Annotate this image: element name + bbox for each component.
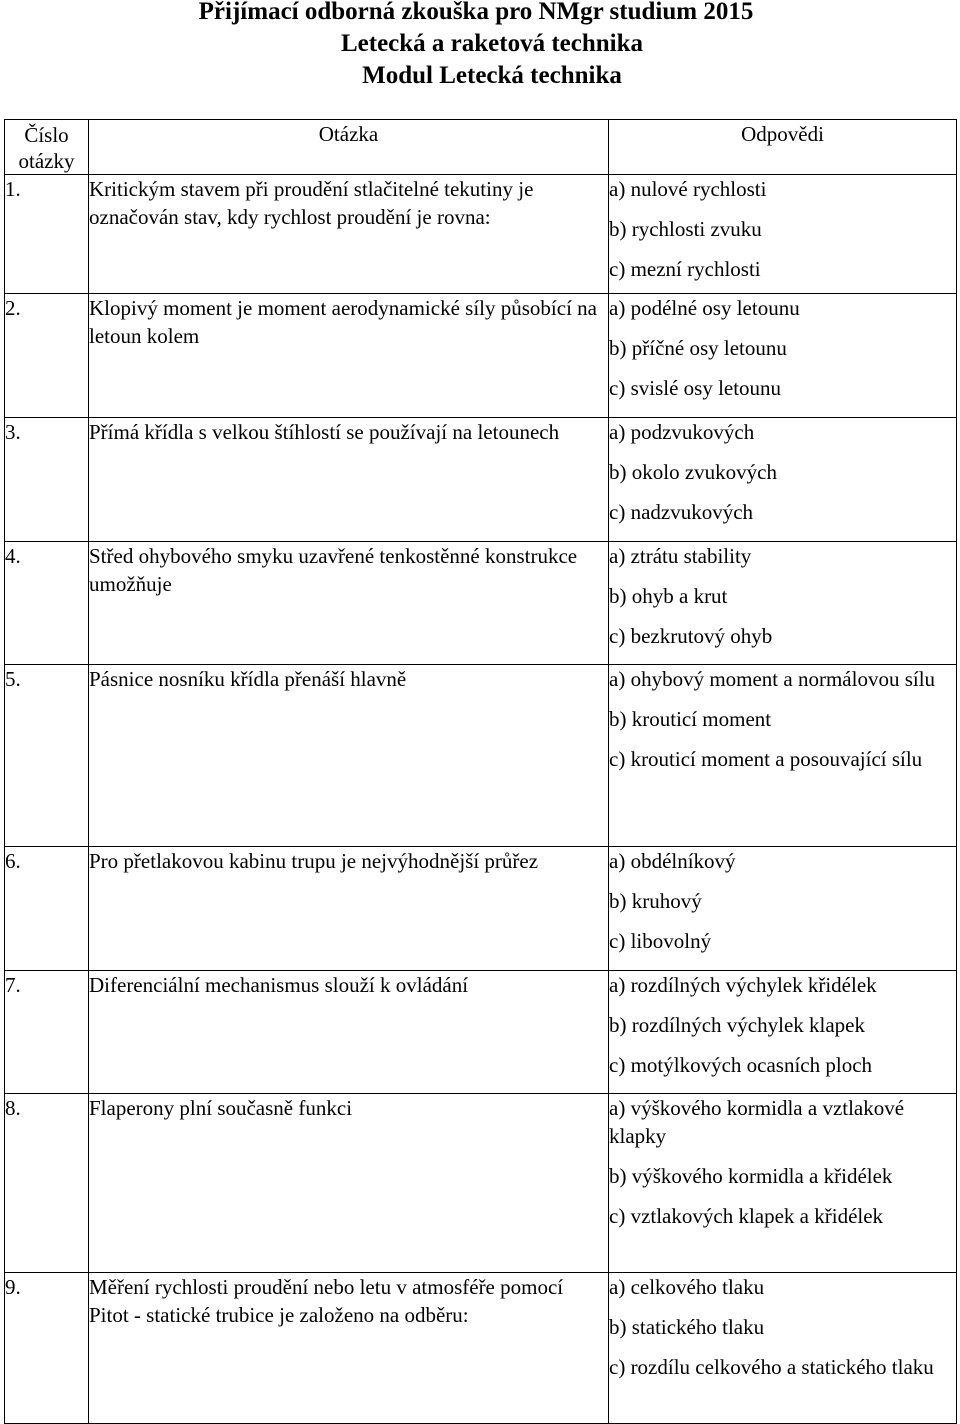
question-number-text: 8. bbox=[5, 1096, 21, 1120]
question-number bbox=[5, 665, 89, 847]
question-number-text: 1. bbox=[5, 177, 21, 201]
question-number bbox=[5, 1094, 89, 1273]
answer-option: c) svislé osy letounu bbox=[609, 376, 782, 400]
question-text-cell bbox=[89, 418, 609, 542]
title-line-2: Letecká a raketová technika bbox=[340, 30, 644, 57]
table-header-row bbox=[5, 120, 957, 175]
question-number bbox=[5, 542, 89, 665]
header-answers: Odpovědi bbox=[609, 120, 957, 175]
table-row bbox=[5, 542, 957, 665]
answer-option: c) rozdílu celkového a statického tlaku bbox=[609, 1355, 934, 1379]
answer-option: b) příčné osy letounu bbox=[609, 336, 787, 360]
answer-option: c) krouticí moment a posouvající sílu bbox=[609, 747, 923, 771]
table-row bbox=[5, 1094, 957, 1273]
question-number-text: 7. bbox=[5, 973, 21, 997]
answers-cell bbox=[609, 1094, 957, 1273]
question-number-text: 3. bbox=[5, 420, 21, 444]
answers-cell bbox=[609, 542, 957, 665]
question-number bbox=[5, 294, 89, 418]
header-number: Číslo otázky bbox=[5, 120, 89, 175]
question-text-cell bbox=[89, 847, 609, 971]
question-text: Pro přetlakovou kabinu trupu je nejvýhodnější průřez bbox=[89, 849, 539, 873]
question-number bbox=[5, 971, 89, 1094]
answers-cell bbox=[609, 418, 957, 542]
answer-option: a) rozdílných výchylek křidélek bbox=[609, 973, 877, 997]
table-row bbox=[5, 418, 957, 542]
table-row bbox=[5, 971, 957, 1094]
answers-cell bbox=[609, 665, 957, 847]
table-row bbox=[5, 847, 957, 971]
title-line-1: Přijímací odborná zkouška pro NMgr studium 2015 bbox=[198, 0, 754, 25]
question-text: Kritickým stavem při proudění stlačitelné tekutiny je označován stav, kdy rychlost proudění je rovna: bbox=[89, 177, 534, 229]
question-text-cell bbox=[89, 542, 609, 665]
question-number bbox=[5, 1273, 89, 1424]
table-row bbox=[5, 665, 957, 847]
answers-cell bbox=[609, 847, 957, 971]
table-row bbox=[5, 175, 957, 294]
question-text: Střed ohybového smyku uzavřené tenkostěnné konstrukce umožňuje bbox=[89, 544, 578, 596]
question-text-cell bbox=[89, 1094, 609, 1273]
question-text-cell bbox=[89, 971, 609, 1094]
question-text-cell bbox=[89, 665, 609, 847]
question-text: Diferenciální mechanismus slouží k ovládání bbox=[89, 973, 469, 997]
answers-cell bbox=[609, 971, 957, 1094]
question-number-text: 5. bbox=[5, 667, 21, 691]
answer-option: c) bezkrutový ohyb bbox=[609, 624, 773, 648]
questions-body bbox=[5, 175, 957, 1424]
answers-cell bbox=[609, 294, 957, 418]
table-row bbox=[5, 1273, 957, 1424]
answer-option: b) ohyb a krut bbox=[609, 584, 728, 608]
question-text-cell bbox=[89, 1273, 609, 1424]
answer-option: b) krouticí moment bbox=[609, 707, 772, 731]
answer-option: c) mezní rychlosti bbox=[609, 257, 761, 281]
answer-option: b) kruhový bbox=[609, 889, 702, 913]
answer-option: c) motýlkových ocasních ploch bbox=[609, 1053, 873, 1077]
answer-option: a) podzvukových bbox=[609, 420, 755, 444]
header-question: Otázka bbox=[89, 120, 609, 175]
answer-option: a) podélné osy letounu bbox=[609, 296, 800, 320]
answer-option: c) nadzvukových bbox=[609, 500, 754, 524]
question-text: Pásnice nosníku křídla přenáší hlavně bbox=[89, 667, 407, 691]
answer-option: a) ztrátu stability bbox=[609, 544, 752, 568]
answer-option: b) okolo zvukových bbox=[609, 460, 777, 484]
table-row bbox=[5, 294, 957, 418]
question-text: Klopivý moment je moment aerodynamické síly působící na letoun kolem bbox=[89, 296, 597, 348]
exam-table bbox=[4, 119, 957, 1424]
answer-option: c) libovolný bbox=[609, 929, 712, 953]
answer-option: a) nulové rychlosti bbox=[609, 177, 767, 201]
question-text: Flaperony plní současně funkci bbox=[89, 1096, 353, 1120]
answer-option: a) ohybový moment a normálovou sílu bbox=[609, 667, 936, 691]
question-number-text: 6. bbox=[5, 849, 21, 873]
answer-option: a) obdélníkový bbox=[609, 849, 736, 873]
question-number-text: 9. bbox=[5, 1275, 21, 1299]
question-number bbox=[5, 847, 89, 971]
answers-cell bbox=[609, 175, 957, 294]
answers-cell bbox=[609, 1273, 957, 1424]
question-number bbox=[5, 418, 89, 542]
question-number-text: 2. bbox=[5, 296, 21, 320]
title-line-3: Modul Letecká technika bbox=[362, 62, 622, 89]
answer-option: b) výškového kormidla a křidélek bbox=[609, 1164, 893, 1188]
answer-option: a) celkového tlaku bbox=[609, 1275, 765, 1299]
answer-option: b) rychlosti zvuku bbox=[609, 217, 762, 241]
question-text: Přímá křídla s velkou štíhlostí se používají na letounech bbox=[89, 420, 560, 444]
answer-option: c) vztlakových klapek a křidélek bbox=[609, 1204, 884, 1228]
question-number-text: 4. bbox=[5, 544, 21, 568]
question-text-cell bbox=[89, 175, 609, 294]
question-text-cell bbox=[89, 294, 609, 418]
answer-option: b) statického tlaku bbox=[609, 1315, 765, 1339]
answer-option: b) rozdílných výchylek klapek bbox=[609, 1013, 865, 1037]
question-number bbox=[5, 175, 89, 294]
answer-option: a) výškového kormidla a vztlakové klapky bbox=[609, 1096, 905, 1148]
question-text: Měření rychlosti proudění nebo letu v atmosféře pomocí Pitot - statické trubice je založeno na odběru: bbox=[89, 1275, 564, 1327]
